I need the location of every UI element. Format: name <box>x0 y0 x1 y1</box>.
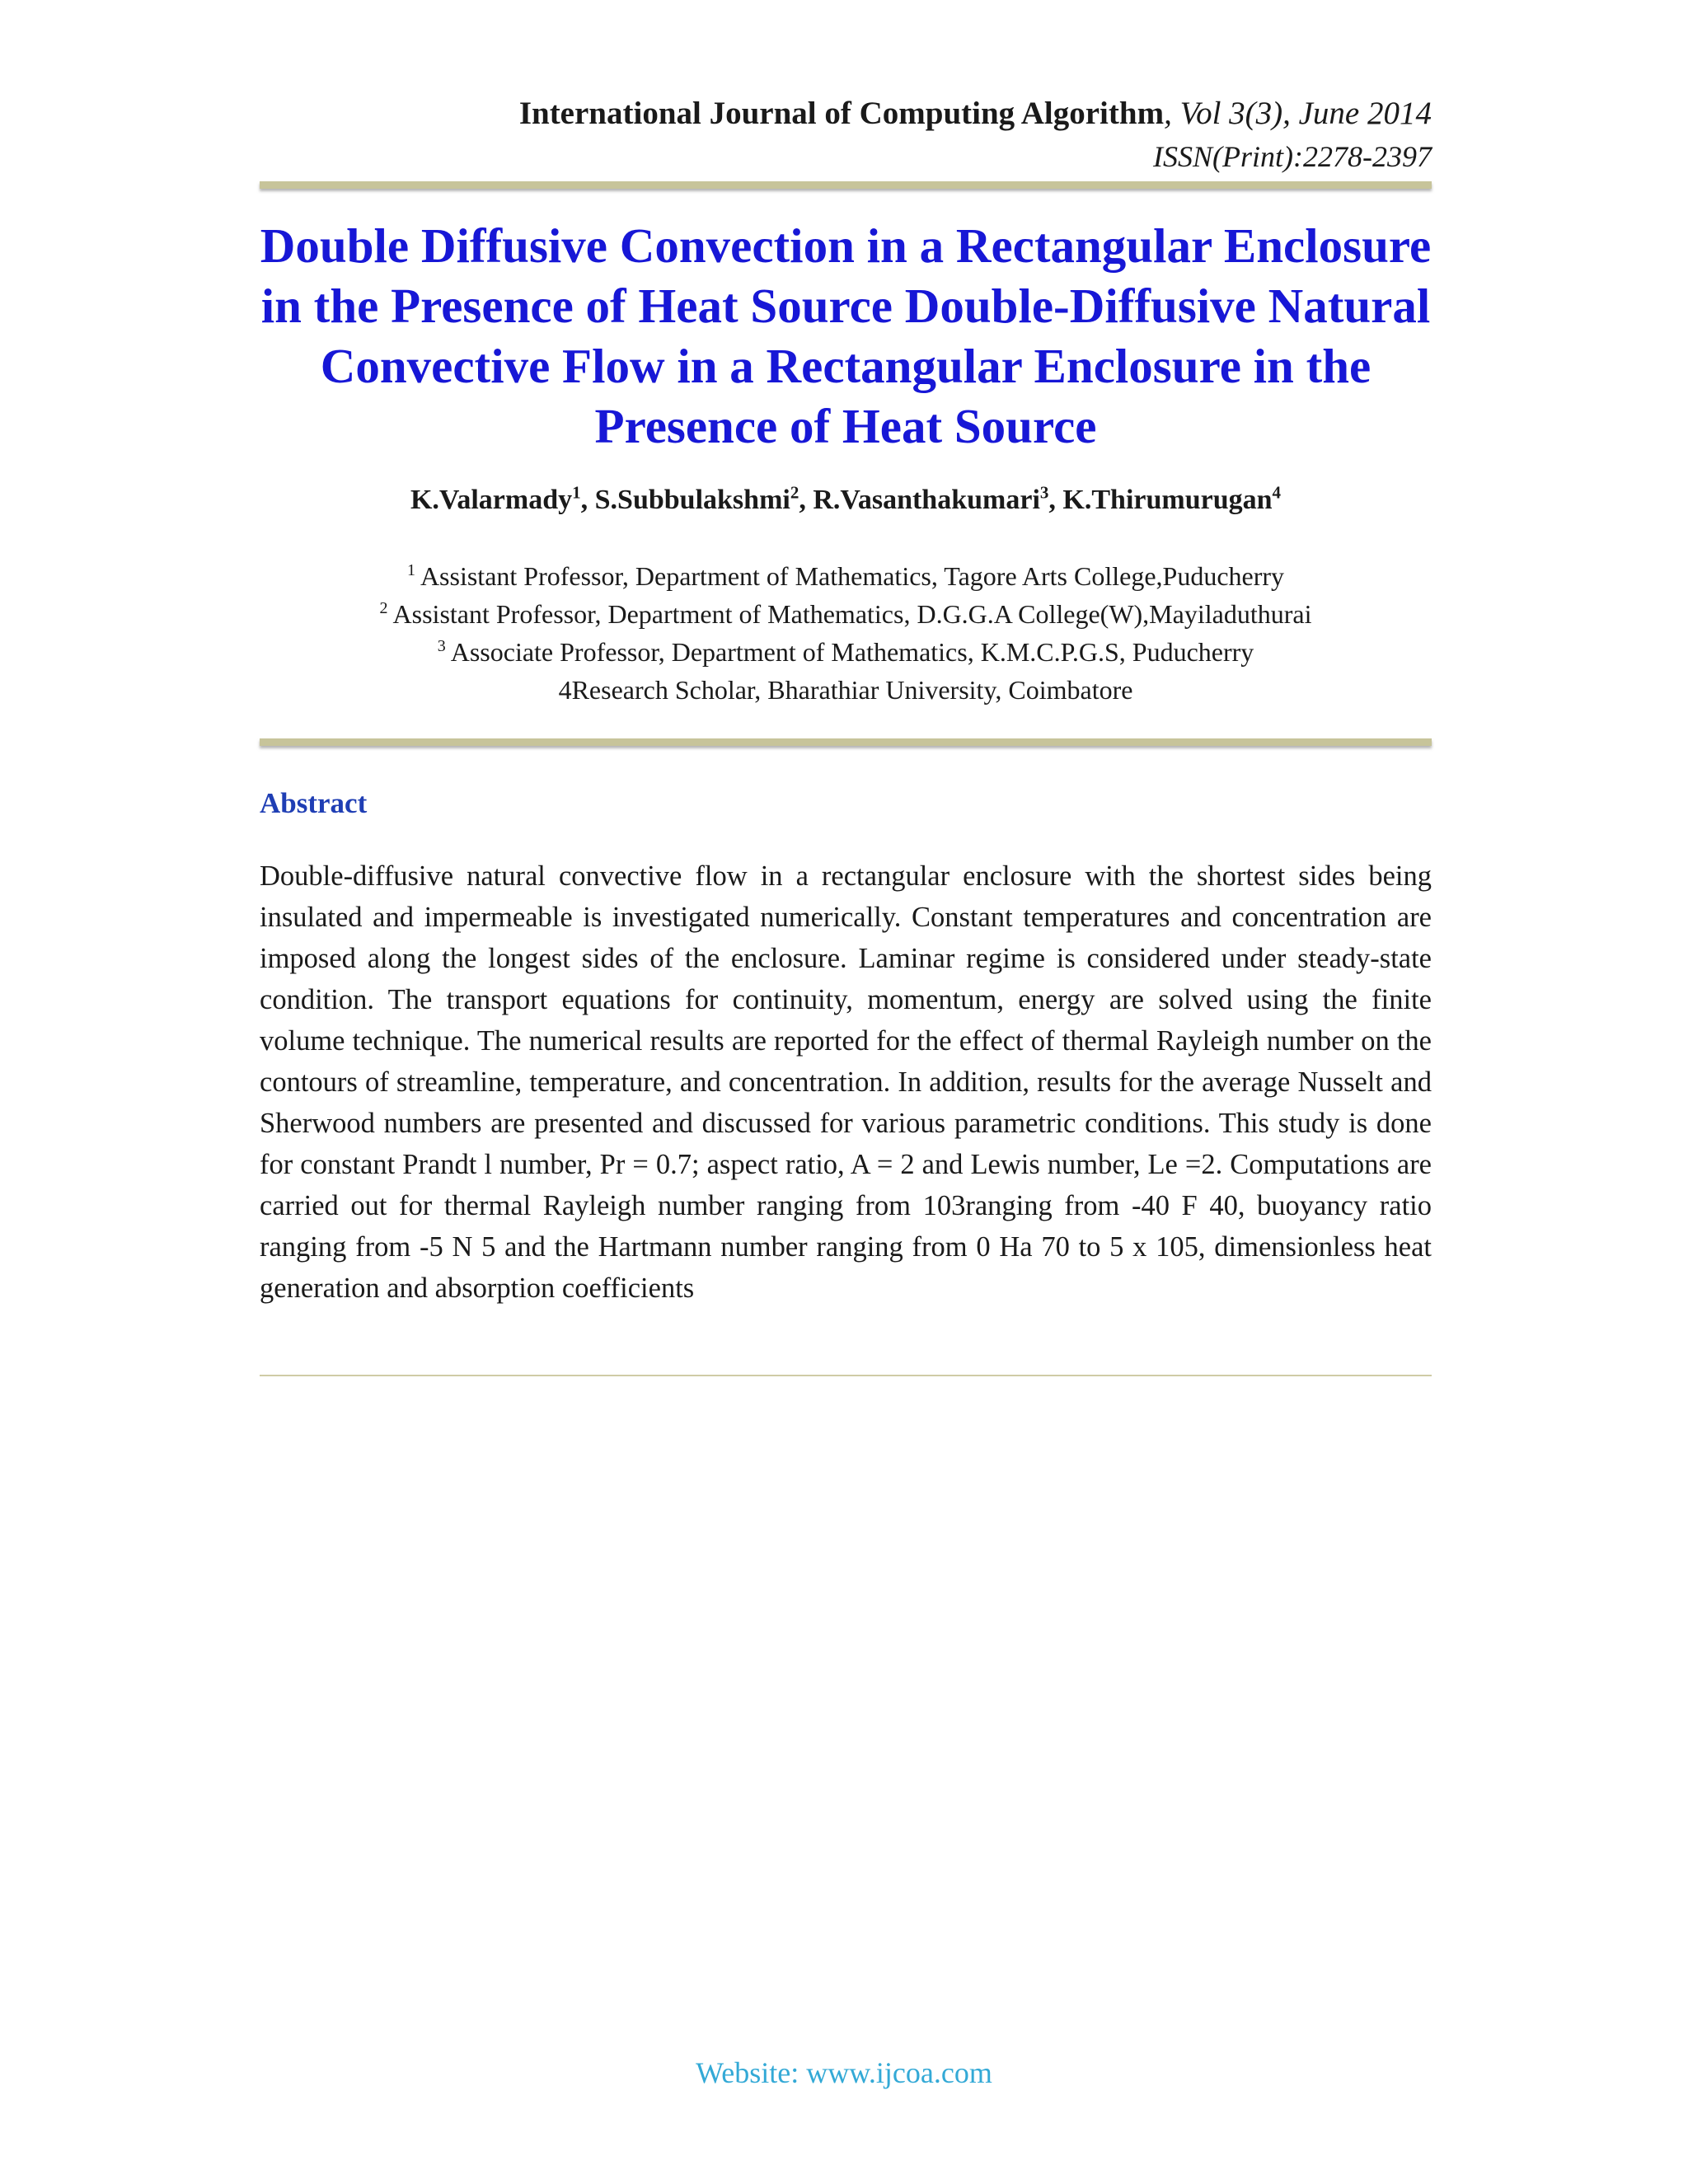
author-affiliation-mark: 3 <box>1039 482 1049 503</box>
affiliation-text: Assistant Professor, Department of Mathematics, D.G.G.A College(W),Mayiladuthurai <box>392 599 1312 629</box>
author-list <box>247 480 1444 521</box>
affiliation-line <box>247 671 1444 709</box>
header-divider <box>260 181 1432 189</box>
author-name: R.Vasanthakumari <box>813 485 1040 515</box>
author-name: K.Thirumurugan <box>1062 485 1273 515</box>
affiliation-text: Associate Professor, Department of Mathematics, K.M.C.P.G.S, Puducherry <box>450 637 1254 667</box>
author-affiliation-mark: 2 <box>790 482 799 503</box>
affiliation-mark: 1 <box>406 561 415 580</box>
affiliation-line <box>247 557 1444 595</box>
author-affiliation-mark: 1 <box>572 482 581 503</box>
affiliation-text: 4Research Scholar, Bharathiar University, Coimbatore <box>558 675 1133 705</box>
author-separator: , <box>799 485 814 515</box>
abstract-text: Double-diffusive natural convective flow in a rectangular enclosure with the shortest sides being insulated and impermeable is investigated numerically. Constant temperatures and concentration are imposed along the longest sides of the enclosure. Laminar regime is considered under steady-state condition. The transport equations for continuity, momentum, energy are solved using the finite volume technique. The numerical results are reported for the effect of thermal Rayleigh number on the contours of streamline, temperature, and concentration. In addition, results for the average Nusselt and Sherwood numbers are presented and discussed for various parametric conditions. This study is done for constant Prandt l number, Pr = 0.7; aspect ratio, A = 2 and Lewis number, Le =2. Computations are carried out for thermal Rayleigh number ranging from 103ranging from -40 F 40, buoyancy ratio ranging from -5 N 5 and the Hartmann number ranging from 0 Ha 70 to 5 x 105, dimensionless heat generation and absorption coefficients <box>260 860 1432 1304</box>
affiliation-line <box>247 595 1444 633</box>
abstract-divider <box>260 1375 1432 1376</box>
affiliation-mark: 2 <box>379 599 388 618</box>
abstract-heading: Abstract <box>260 787 368 819</box>
journal-header <box>260 92 1432 178</box>
author-affiliation-mark: 4 <box>1272 482 1282 503</box>
author-name: S.Subbulakshmi <box>594 485 790 515</box>
affiliation-mark: 3 <box>437 637 446 656</box>
journal-name: International Journal of Computing Algorithm <box>518 96 1165 131</box>
affiliation-list <box>247 557 1444 709</box>
author-separator: , <box>580 485 595 515</box>
paper-title: Double Diffusive Convection in a Rectangular Enclosure in the Presence of Heat Source Double-Diffusive Natural Convective Flow in a Rectangular Enclosure in the Presence of Heat Source <box>260 218 1432 453</box>
affiliation-text: Assistant Professor, Department of Mathematics, Tagore Arts College,Puducherry <box>420 561 1285 591</box>
author-separator: , <box>1048 485 1063 515</box>
author-name: K.Valarmady <box>410 485 573 515</box>
journal-issn: ISSN(Print):2278-2397 <box>1153 140 1432 173</box>
front-matter-divider <box>260 738 1432 746</box>
journal-citation-line <box>260 92 1432 135</box>
affiliation-line <box>247 633 1444 671</box>
title-block <box>247 216 1444 457</box>
journal-volume: , Vol 3(3), June 2014 <box>1164 96 1432 131</box>
footer-website: Website: www.ijcoa.com <box>696 2056 992 2089</box>
